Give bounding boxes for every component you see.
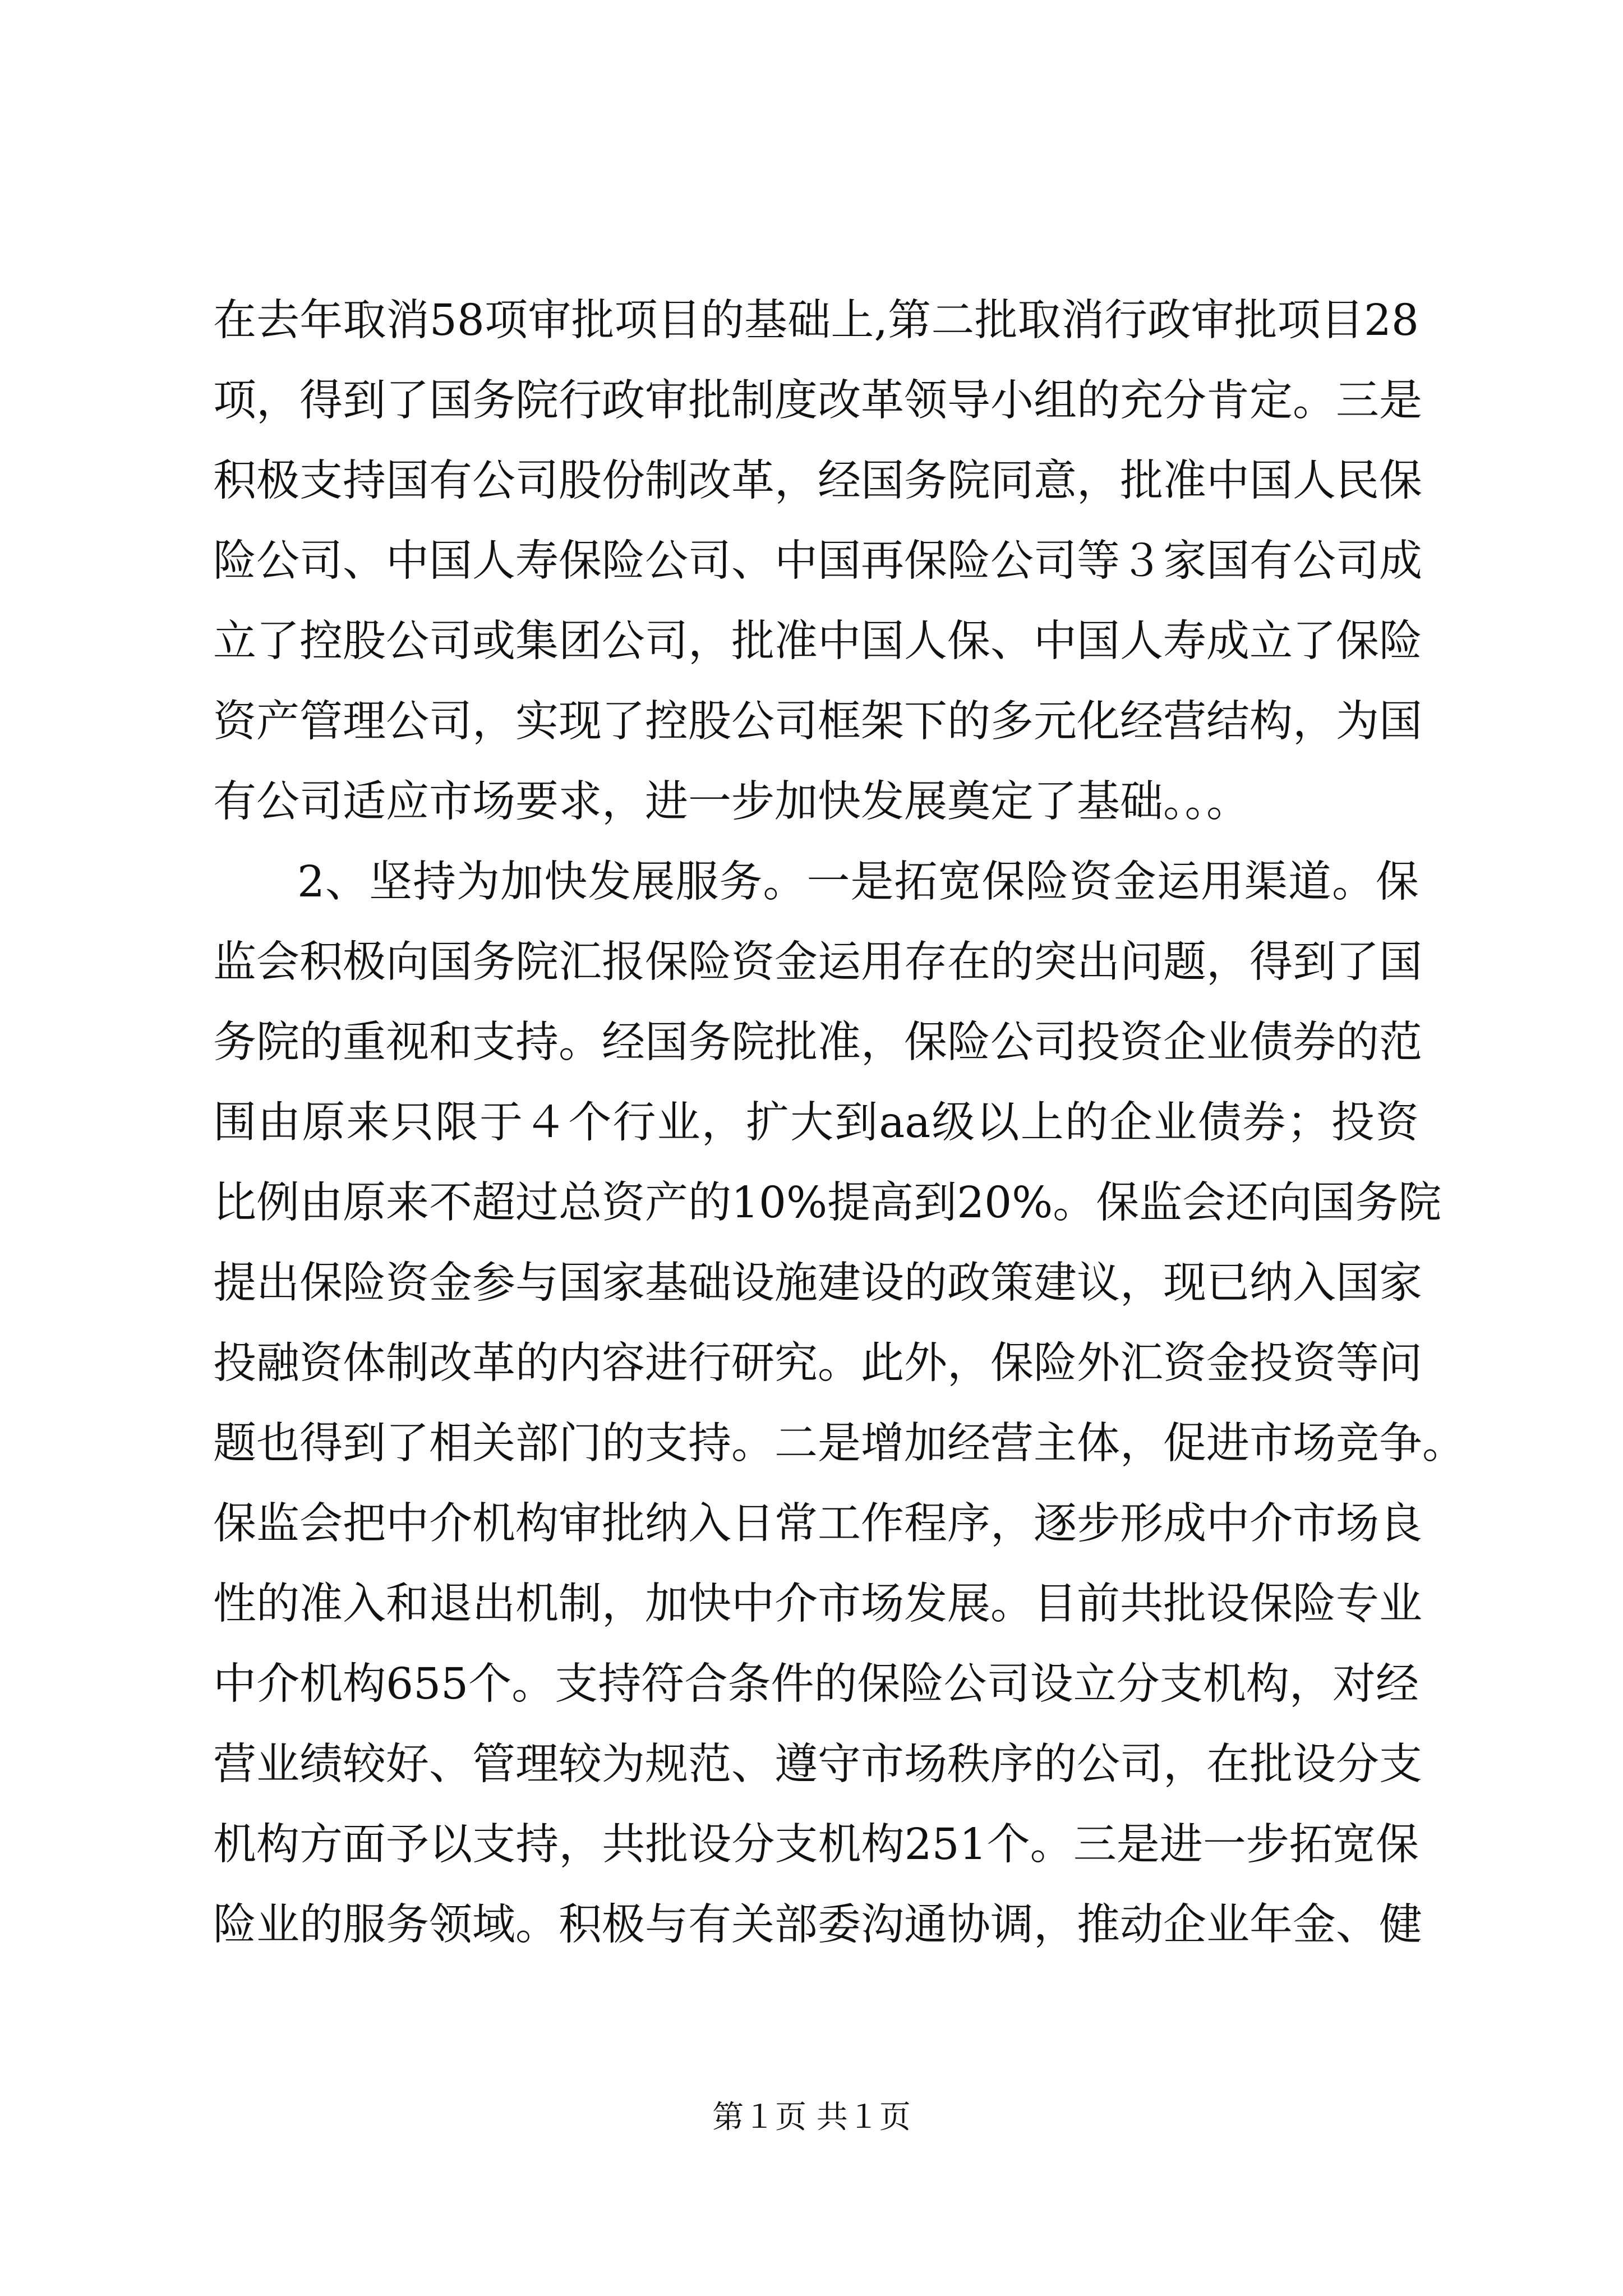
text-line: 在去年取消58项审批项目的基础上,第二批取消行政审批项目28 xyxy=(213,296,1419,346)
text-line: 投融资体制改革的内容进行研究。此外，保险外汇资金投资等问 xyxy=(213,1338,1422,1388)
text-line: 务院的重视和支持。经国务院批准，保险公司投资企业债券的范 xyxy=(213,1018,1422,1068)
text-line: 险公司、中国人寿保险公司、中国再保险公司等３家国有公司成 xyxy=(213,536,1422,586)
text-line: 有公司适应市场要求，进一步加快发展奠定了基础。。。 xyxy=(213,777,1249,827)
text-line: 围由原来只限于４个行业，扩大到aa级以上的企业债券；投资 xyxy=(213,1098,1419,1148)
text-line: 险业的服务领域。积极与有关部委沟通协调，推动企业年金、健 xyxy=(213,1900,1422,1950)
text-line: 立了控股公司或集团公司，批准中国人保、中国人寿成立了保险 xyxy=(213,616,1422,666)
text-line: 营业绩较好、管理较为规范、遵守市场秩序的公司，在批设分支 xyxy=(213,1740,1422,1789)
text-line: 提出保险资金参与国家基础设施建设的政策建议，现已纳入国家 xyxy=(213,1258,1422,1308)
text-line: 比例由原来不超过总资产的10%提高到20%。保监会还向国务院 xyxy=(213,1178,1442,1228)
text-line: 监会积极向国务院汇报保险资金运用存在的突出问题，得到了国 xyxy=(213,937,1422,987)
text-line: 资产管理公司，实现了控股公司框架下的多元化经营结构，为国 xyxy=(213,697,1422,747)
paragraph-first-line: 2、坚持为加快发展服务。一是拓宽保险资金运用渠道。保 xyxy=(297,857,1419,907)
text-line: 积极支持国有公司股份制改革，经国务院同意，批准中国人民保 xyxy=(213,456,1422,506)
document-body xyxy=(213,280,1465,1965)
page-footer xyxy=(0,2095,1623,2140)
text-line: 中介机构655个。支持符合条件的保险公司设立分支机构，对经 xyxy=(213,1659,1419,1709)
text-line: 机构方面予以支持，共批设分支机构251个。三是进一步拓宽保 xyxy=(213,1820,1419,1870)
text-line: 题也得到了相关部门的支持。二是增加经营主体，促进市场竞争。 xyxy=(213,1419,1465,1469)
page-number: 第１页 共１页 xyxy=(712,2099,911,2136)
text-line: 保监会把中介机构审批纳入日常工作程序，逐步形成中介市场良 xyxy=(213,1499,1422,1549)
text-line: 性的准入和退出机制，加快中介市场发展。目前共批设保险专业 xyxy=(213,1579,1422,1629)
text-line: 项，得到了国务院行政审批制度改革领导小组的充分肯定。三是 xyxy=(213,376,1422,426)
